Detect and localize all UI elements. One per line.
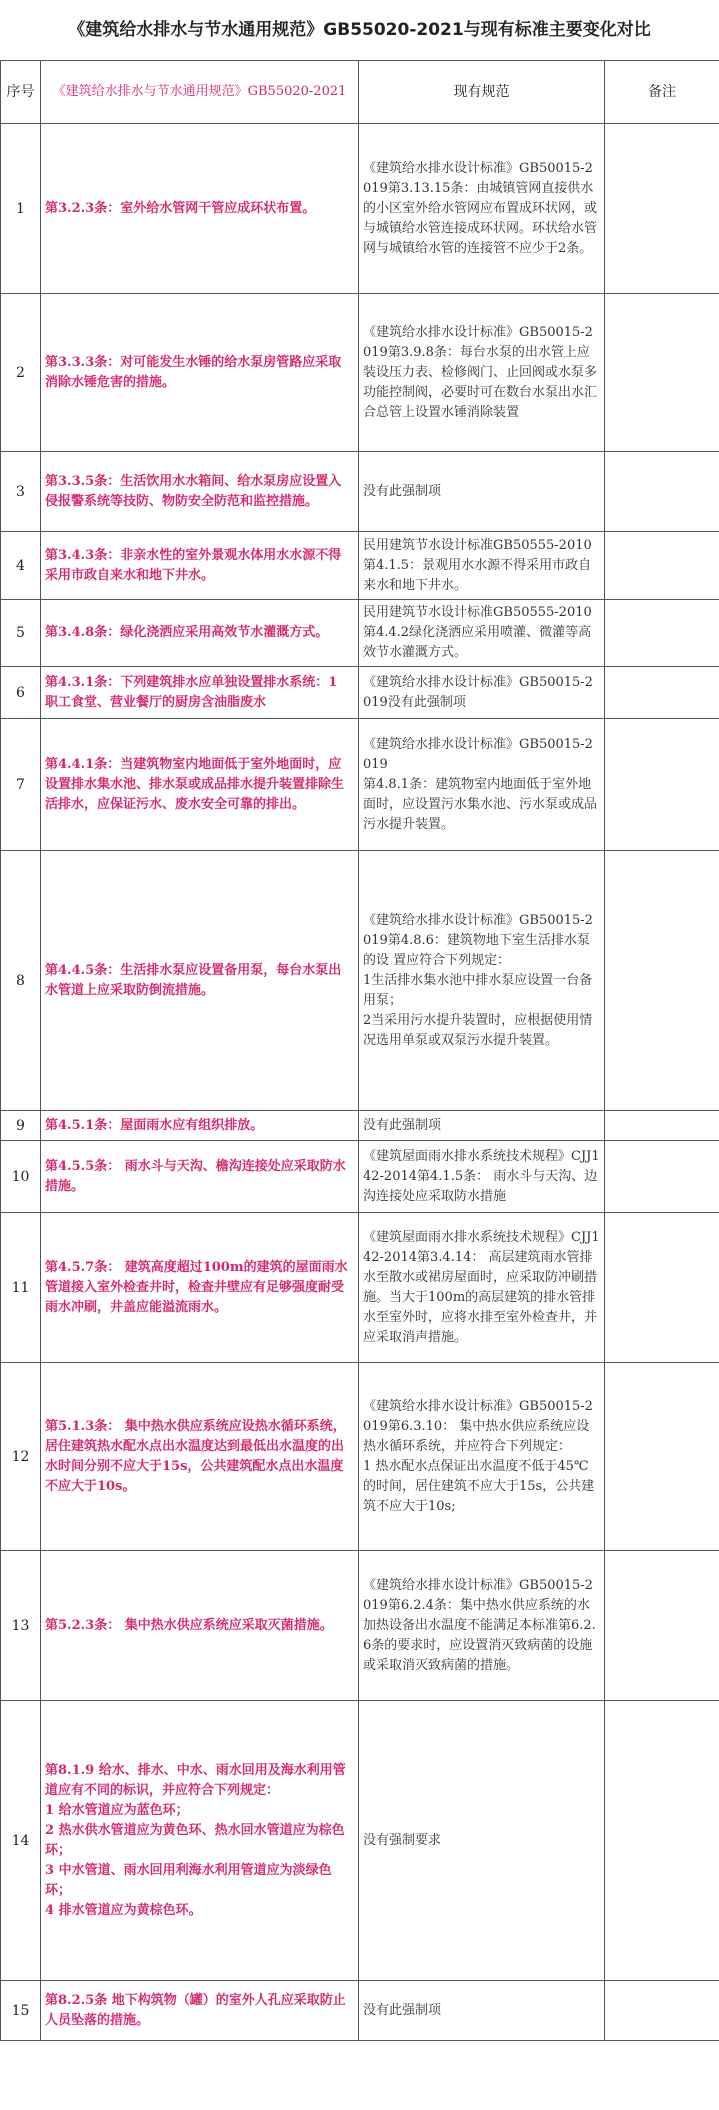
row-number: 6 (1, 667, 41, 719)
new-standard-cell: 第8.1.9 给水、排水、中水、雨水回用及海水利用管道应有不同的标识，并应符合下列规定： 1 给水管道应为蓝色环； 2 热水供水管道应为黄色环、热水回水管道应为棕色环； 3 中水管道、雨水回用利海水利用管道应为淡绿色环； 4 排水管道应为黄棕色环。 (41, 1701, 359, 1981)
row-number: 8 (1, 851, 41, 1111)
comparison-table (0, 60, 719, 2041)
table-row (1, 1701, 719, 1981)
table-row (1, 1213, 719, 1363)
note-cell (605, 452, 719, 532)
table-row (1, 1551, 719, 1701)
table-row (1, 294, 719, 452)
table-row (1, 851, 719, 1111)
old-standard-cell: 民用建筑节水设计标准GB50555-2010第4.1.5：景观用水水源不得采用市政自来水和地下井水。 (359, 532, 605, 600)
table-row (1, 719, 719, 851)
note-cell (605, 1701, 719, 1981)
header-new-standard: 《建筑给水排水与节水通用规范》GB55020-2021 (41, 61, 359, 124)
row-number: 4 (1, 532, 41, 600)
table-header-row (1, 61, 719, 124)
header-num: 序号 (1, 61, 41, 124)
new-standard-cell: 第8.2.5条 地下构筑物（罐）的室外人孔应采取防止人员坠落的措施。 (41, 1981, 359, 2041)
old-standard-cell: 《建筑给水排水设计标准》GB50015-2019第3.9.8条：每台水泵的出水管上应装设压力表、检修阀门、止回阀或水泵多功能控制阀，必要时可在数台水泵出水汇合总管上设置水锤消除装置 (359, 294, 605, 452)
table-row (1, 1111, 719, 1141)
table-row (1, 532, 719, 600)
old-standard-cell: 《建筑屋面雨水排水系统技术规程》CJJ142-2014第4.1.5条： 雨水斗与天沟、边沟连接处应采取防水措施 (359, 1141, 605, 1213)
table-row (1, 124, 719, 294)
note-cell (605, 851, 719, 1111)
new-standard-cell: 第5.1.3条： 集中热水供应系统应设热水循环系统，居住建筑热水配水点出水温度达到最低出水温度的出水时间分别不应大于15s，公共建筑配水点出水温度不应大于10s。 (41, 1363, 359, 1551)
table-row (1, 1141, 719, 1213)
row-number: 14 (1, 1701, 41, 1981)
new-standard-cell: 第5.2.3条： 集中热水供应系统应采取灭菌措施。 (41, 1551, 359, 1701)
row-number: 15 (1, 1981, 41, 2041)
note-cell (605, 124, 719, 294)
note-cell (605, 1551, 719, 1701)
old-standard-cell: 民用建筑节水设计标准GB50555-2010第4.4.2绿化浇洒应采用喷灌、微灌等高效节水灌溉方式。 (359, 600, 605, 667)
row-number: 1 (1, 124, 41, 294)
note-cell (605, 1111, 719, 1141)
new-standard-cell: 第4.4.5条：生活排水泵应设置备用泵，每台水泵出水管道上应采取防倒流措施。 (41, 851, 359, 1111)
table-row (1, 600, 719, 667)
page-title: 《建筑给水排水与节水通用规范》GB55020-2021与现有标准主要变化对比 (68, 20, 651, 40)
row-number: 2 (1, 294, 41, 452)
old-standard-cell: 没有强制要求 (359, 1701, 605, 1981)
old-standard-cell: 《建筑给水排水设计标准》GB50015-2019第6.2.4条：集中热水供应系统的水加热设备出水温度不能满足本标准第6.2.6条的要求时，应设置消灭致病菌的设施或采取消灭致病菌的措施。 (359, 1551, 605, 1701)
old-standard-cell: 没有此强制项 (359, 452, 605, 532)
note-cell (605, 600, 719, 667)
new-standard-cell: 第4.5.5条： 雨水斗与天沟、檐沟连接处应采取防水措施。 (41, 1141, 359, 1213)
old-standard-cell: 《建筑给水排水设计标准》GB50015-2019第3.13.15条：由城镇管网直接供水的小区室外给水管网应布置成环状网，或与城镇给水管连接成环状网。环状给水管网与城镇给水管的连接管不应少于2条。 (359, 124, 605, 294)
note-cell (605, 1363, 719, 1551)
note-cell (605, 719, 719, 851)
old-standard-cell: 《建筑给水排水设计标准》GB50015-2019第6.3.10： 集中热水供应系统应设热水循环系统，并应符合下列规定： 1 热水配水点保证出水温度不低于45℃的时间，居住建筑不应大于15s，公共建筑不应大于10s; (359, 1363, 605, 1551)
row-number: 10 (1, 1141, 41, 1213)
old-standard-cell: 《建筑给水排水设计标准》GB50015-2019没有此强制项 (359, 667, 605, 719)
new-standard-cell: 第4.4.1条：当建筑物室内地面低于室外地面时，应设置排水集水池、排水泵或成品排水提升装置排除生活排水，应保证污水、废水安全可靠的排出。 (41, 719, 359, 851)
header-old-standard: 现有规范 (359, 61, 605, 124)
new-standard-cell: 第4.5.7条： 建筑高度超过100m的建筑的屋面雨水管道接入室外检查井时，检查井壁应有足够强度耐受雨水冲刷，井盖应能溢流雨水。 (41, 1213, 359, 1363)
table-row (1, 452, 719, 532)
new-standard-cell: 第4.3.1条：下列建筑排水应单独设置排水系统：1 职工食堂、营业餐厅的厨房含油脂废水 (41, 667, 359, 719)
new-standard-cell: 第3.3.3条：对可能发生水锤的给水泵房管路应采取消除水锤危害的措施。 (41, 294, 359, 452)
table-row (1, 1981, 719, 2041)
header-note: 备注 (605, 61, 719, 124)
new-standard-cell: 第3.4.3条：非亲水性的室外景观水体用水水源不得采用市政自来水和地下井水。 (41, 532, 359, 600)
old-standard-cell: 没有此强制项 (359, 1111, 605, 1141)
note-cell (605, 1981, 719, 2041)
table-row (1, 667, 719, 719)
note-cell (605, 667, 719, 719)
old-standard-cell: 《建筑给水排水设计标准》GB50015-2019 第4.8.1条：建筑物室内地面低于室外地面时，应设置污水集水池、污水泵或成品污水提升装置。 (359, 719, 605, 851)
row-number: 3 (1, 452, 41, 532)
note-cell (605, 1213, 719, 1363)
row-number: 11 (1, 1213, 41, 1363)
note-cell (605, 294, 719, 452)
old-standard-cell: 《建筑屋面雨水排水系统技术规程》CJJ142-2014第3.4.14： 高层建筑雨水管排水至散水或裙房屋面时，应采取防冲刷措施。当大于100m的高层建筑的排水管排水至室外时，应将水排至室外检查井，并应采取消声措施。 (359, 1213, 605, 1363)
row-number: 7 (1, 719, 41, 851)
row-number: 9 (1, 1111, 41, 1141)
row-number: 12 (1, 1363, 41, 1551)
new-standard-cell: 第3.3.5条：生活饮用水水箱间、给水泵房应设置入侵报警系统等技防、物防安全防范和监控措施。 (41, 452, 359, 532)
new-standard-cell: 第3.2.3条：室外给水管网干管应成环状布置。 (41, 124, 359, 294)
note-cell (605, 1141, 719, 1213)
old-standard-cell: 《建筑给水排水设计标准》GB50015-2019第4.8.6：建筑物地下室生活排水泵的设 置应符合下列规定： 1生活排水集水池中排水泵应设置一台备用泵； 2当采用污水提升装置时，应根据使用情况选用单泵或双泵污水提升装置。 (359, 851, 605, 1111)
table-row (1, 1363, 719, 1551)
row-number: 13 (1, 1551, 41, 1701)
new-standard-cell: 第3.4.8条：绿化浇洒应采用高效节水灌溉方式。 (41, 600, 359, 667)
old-standard-cell: 没有此强制项 (359, 1981, 605, 2041)
new-standard-cell: 第4.5.1条：屋面雨水应有组织排放。 (41, 1111, 359, 1141)
row-number: 5 (1, 600, 41, 667)
note-cell (605, 532, 719, 600)
